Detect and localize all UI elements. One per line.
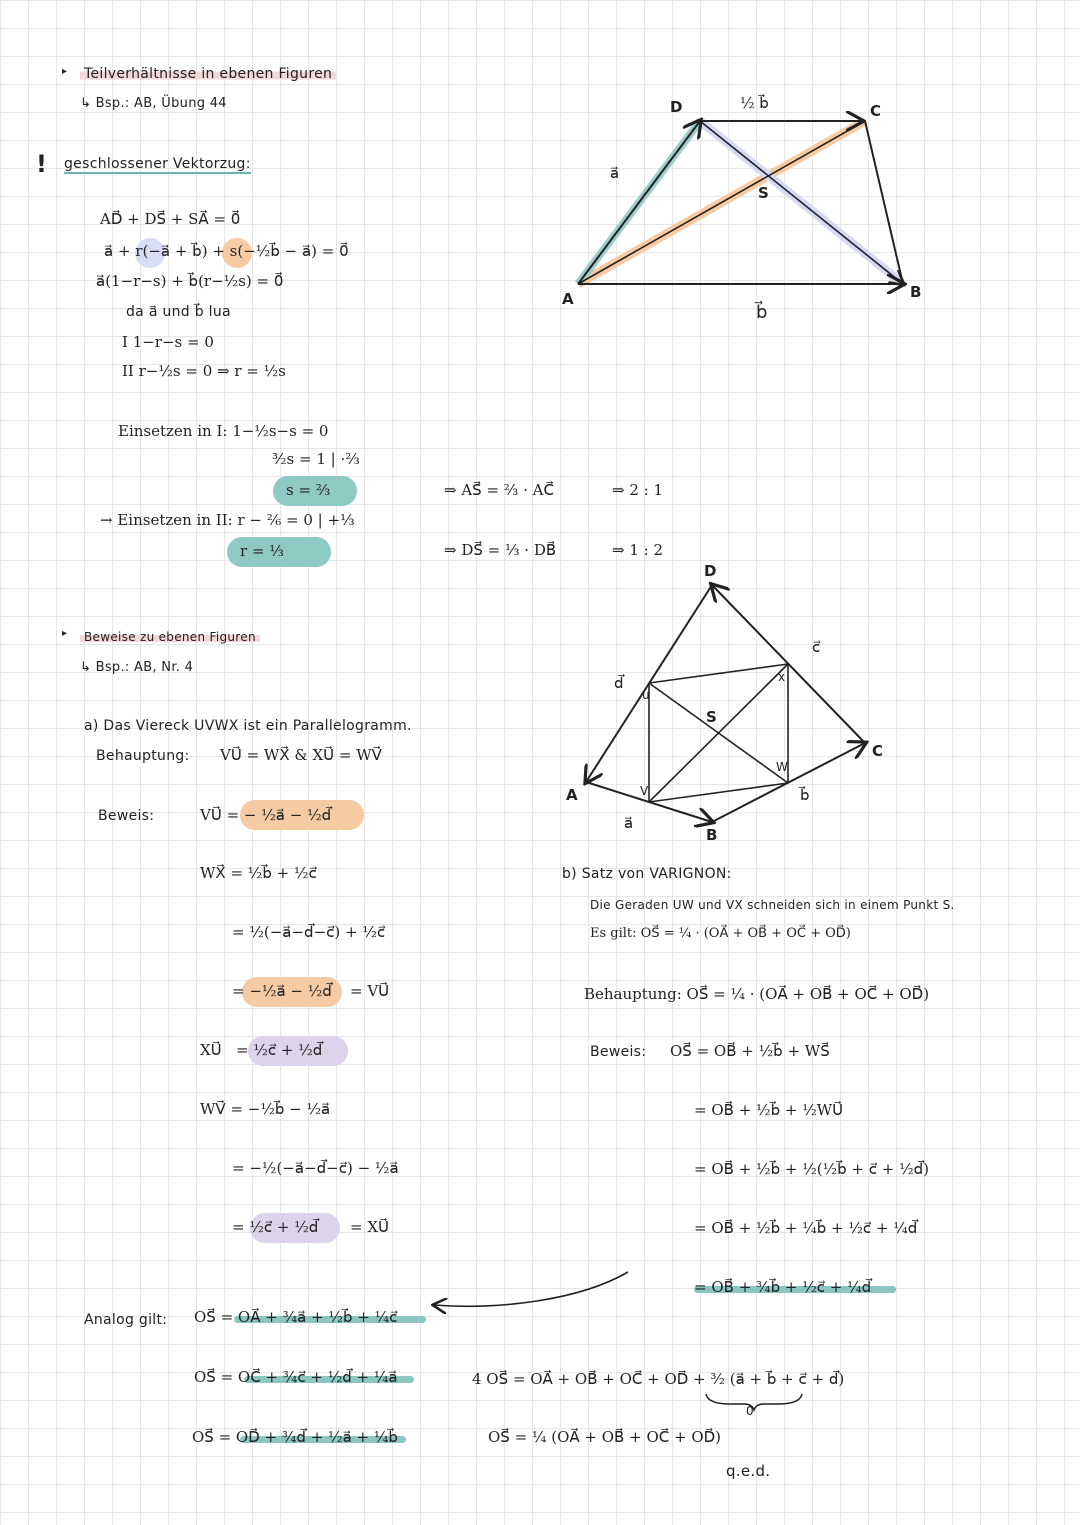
underbrace (706, 1394, 802, 1410)
label2-x: x (778, 670, 786, 684)
curved-arrow (434, 1272, 628, 1306)
label-d: D (670, 98, 683, 116)
label2-u: u (642, 688, 650, 702)
label-a: A (562, 290, 574, 308)
example-1: ↳ Bsp.: AB, Übung 44 (80, 96, 227, 111)
label2-w: W (776, 760, 788, 774)
proof-b-2: = OB⃗ + ½b⃗ + ½WU⃗ (694, 1101, 844, 1119)
warning-mark: ! (36, 150, 47, 178)
label2-d: D (704, 562, 717, 580)
part-b-desc: Die Geraden UW und VX schneiden sich in einem Punkt S. (590, 898, 955, 912)
label2-c: C (872, 742, 884, 760)
eq-line-5: I 1−r−s = 0 (122, 333, 214, 351)
label-half-b: ½ b⃗ (740, 94, 769, 112)
result-as-ratio: ⇒ 2 : 1 (612, 481, 664, 499)
claim-label: Behauptung: (96, 748, 190, 764)
label-vec-b: b⃗ (756, 302, 768, 323)
label2-vec-c: c⃗ (812, 638, 821, 656)
proof-a-1: VU⃗ = − ½a⃗ − ½d⃗ (200, 806, 332, 824)
label2-v: V (640, 784, 649, 798)
vector-ad (578, 121, 700, 284)
heading-2: Beweise zu ebenen Figuren (80, 630, 260, 644)
proof-b-1: OS⃗ = OB⃗ + ½b⃗ + WS⃗ (670, 1042, 830, 1060)
eq-line-6: II r−½s = 0 ⇒ r = ½s (122, 362, 286, 380)
proof-label-b: Beweis: (590, 1044, 647, 1060)
qed: q.e.d. (726, 1462, 771, 1480)
proof-b-4: = OB⃗ + ½b⃗ + ¼b⃗ + ½c⃗ + ¼d⃗ (694, 1219, 918, 1237)
analog-label: Analog gilt: (84, 1312, 168, 1328)
result-ds: ⇒ DS⃗ = ⅓ · DB⃗ (444, 541, 557, 559)
s-result: s = ⅔ (286, 481, 331, 499)
label2-a: A (566, 786, 578, 804)
claim: VU⃗ = WX⃗ & XU⃗ = WV⃗ (220, 746, 382, 764)
eq-line-2: a⃗ + r(−a⃗ + b⃗) + s(−½b⃗ − a⃗) = 0⃗ (104, 242, 349, 260)
label2-s: S (706, 708, 717, 726)
label2-b: B (706, 826, 718, 844)
proof-a-5-label: XU⃗ (200, 1041, 222, 1059)
label-s: S (758, 184, 769, 202)
subheading: geschlossener Vektorzug: (64, 156, 251, 172)
part-b-holds: Es gilt: OS⃗ = ¼ · (OA⃗ + OB⃗ + OC⃗ + OD⃗) (590, 926, 851, 941)
label-c: C (870, 102, 882, 120)
eq-line-10: → Einsetzen in II: r − ²⁄₆ = 0 | +⅓ (100, 511, 355, 529)
diagonal-ac (578, 121, 865, 284)
proof-b-3: = OB⃗ + ½b⃗ + ½(½b⃗ + c⃗ + ½d⃗) (694, 1160, 930, 1178)
bullet-2: ▸ (62, 628, 68, 639)
bullet-1: ▸ (62, 66, 68, 77)
analog-sum: 4 OS⃗ = OA⃗ + OB⃗ + OC⃗ + OD⃗ + ³⁄₂ (a⃗ + b⃗ + c⃗ + d⃗) (472, 1370, 845, 1388)
analog-r2: OS⃗ = OC⃗ + ¾c⃗ + ½d⃗ + ¼a⃗ (194, 1368, 398, 1386)
proof-a-2: WX⃗ = ½b⃗ + ½c⃗ (200, 864, 317, 882)
label-b: B (910, 283, 922, 301)
label2-vec-d: d⃗ (614, 674, 624, 692)
proof-a-8: = ½c⃗ + ½d⃗ (232, 1218, 319, 1236)
proof-a-6: WV⃗ = −½b⃗ − ½a⃗ (200, 1100, 331, 1118)
r-result: r = ⅓ (240, 542, 284, 560)
eq-line-4: da a⃗ und b⃗ lua (126, 304, 231, 320)
analog-zero: 0⃗ (746, 1404, 754, 1418)
label-vec-a: a⃗ (610, 164, 620, 182)
part-b-title: b) Satz von VARIGNON: (562, 866, 732, 882)
result-as: ⇒ AS⃗ = ⅔ · AC⃗ (444, 481, 554, 499)
proof-a-4: = −½a⃗ − ½d⃗ (232, 982, 332, 1000)
analog-r3: OS⃗ = OD⃗ + ¾d⃗ + ½a⃗ + ¼b⃗ (192, 1428, 398, 1446)
eq-line-1: AD⃗ + DS⃗ + SA⃗ = 0⃗ (100, 210, 241, 228)
eq-line-8: ³⁄₂s = 1 | ·⅔ (272, 450, 360, 468)
result-ds-ratio: ⇒ 1 : 2 (612, 541, 664, 559)
example-2: ↳ Bsp.: AB, Nr. 4 (80, 660, 194, 675)
proof-a-3: = ½(−a⃗−d⃗−c⃗) + ½c⃗ (232, 923, 386, 941)
proof-label-a: Beweis: (98, 808, 155, 824)
eq-line-3: a⃗(1−r−s) + b⃗(r−½s) = 0⃗ (96, 272, 284, 290)
diagonal-vx (649, 664, 788, 802)
proof-a-8b: = XU⃗ (350, 1218, 389, 1236)
heading-1: Teilverhältnisse in ebenen Figuren (80, 66, 336, 82)
side-ux (649, 664, 788, 683)
eq-line-7: Einsetzen in I: 1−½s−s = 0 (118, 422, 329, 440)
label2-vec-a: a⃗ (624, 814, 634, 832)
proof-a-4b: = VU⃗ (350, 982, 390, 1000)
part-b-claim: Behauptung: OS⃗ = ¼ · (OA⃗ + OB⃗ + OC⃗ + OD⃗) (584, 985, 930, 1003)
part-a-title: a) Das Viereck UVWX ist ein Parallelogramm. (84, 718, 412, 734)
analog-final: OS⃗ = ¼ (OA⃗ + OB⃗ + OC⃗ + OD⃗) (488, 1428, 722, 1446)
proof-a-7: = −½(−a⃗−d⃗−c⃗) − ½a⃗ (232, 1159, 399, 1177)
proof-b-5: = OB⃗ + ¾b⃗ + ½c⃗ + ¼d⃗ (694, 1278, 872, 1296)
label2-vec-b: b⃗ (800, 786, 810, 804)
proof-a-5: = ½c⃗ + ½d⃗ (236, 1041, 323, 1059)
analog-r1: OS⃗ = OA⃗ + ¾a⃗ + ½b⃗ + ¼c⃗ (194, 1308, 398, 1326)
